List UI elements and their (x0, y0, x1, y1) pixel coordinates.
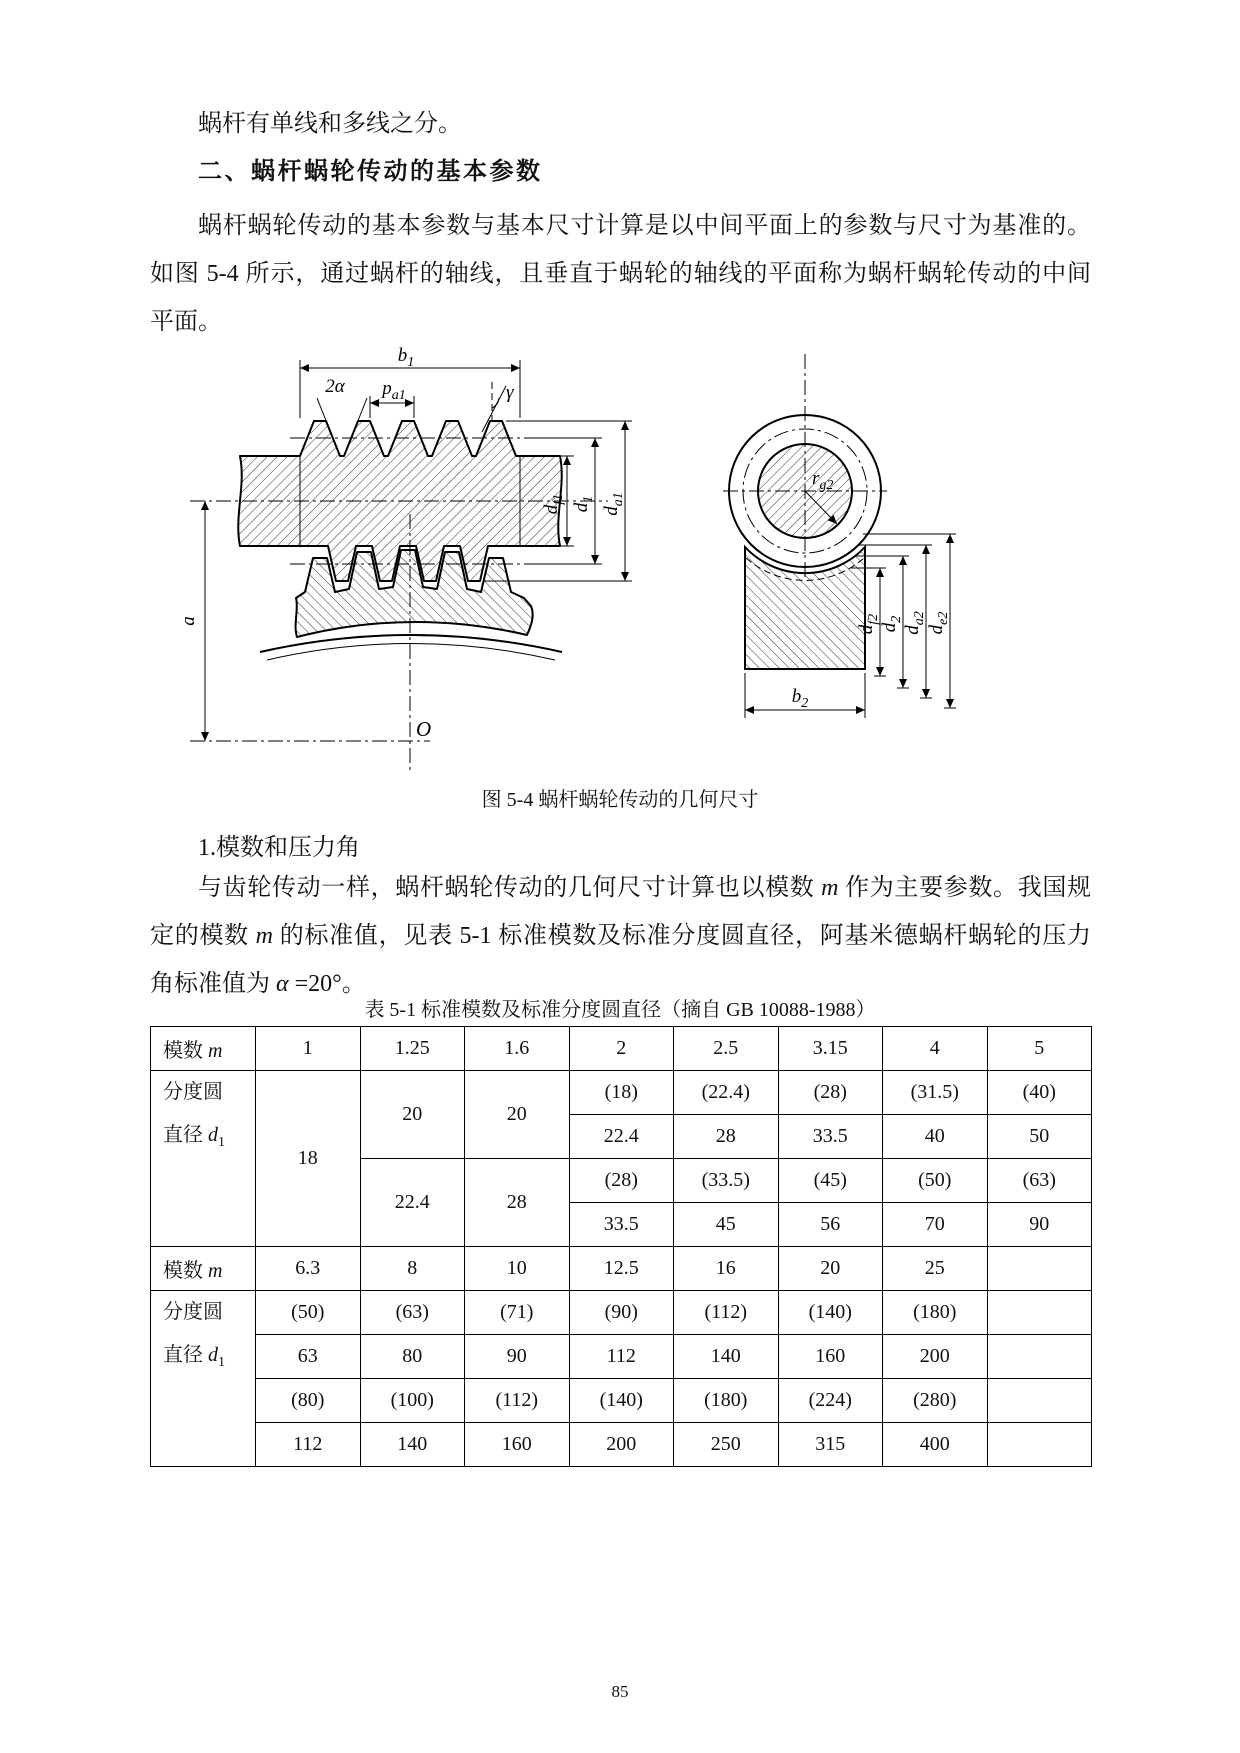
table-cell: (28) (569, 1159, 674, 1203)
table-cell: 70 (883, 1203, 988, 1247)
table-cell: (280) (883, 1379, 988, 1423)
table-cell: (40) (987, 1071, 1092, 1115)
row-header-pitch-diameter: 分度圆 直径 $d_1$ (151, 1071, 256, 1247)
paragraph-line: 蜗杆蜗轮传动的基本参数与基本尺寸计算是以中间平面上的参数与尺寸为基准的。 (198, 213, 1091, 239)
paragraph-1 (150, 202, 1091, 346)
label-a: a (178, 616, 199, 626)
table-cell: 20 (465, 1071, 570, 1159)
table-cell: 160 (465, 1423, 570, 1467)
table-cell: 200 (569, 1423, 674, 1467)
table-cell: 140 (360, 1423, 465, 1467)
table-cell: 28 (674, 1115, 779, 1159)
worm-wheel-section (260, 550, 562, 660)
section-heading: 二、蜗杆蜗轮传动的基本参数 (198, 159, 543, 185)
label-df1: $d_{f1}$ (541, 493, 566, 515)
label-2alpha: 2α (325, 376, 345, 397)
row-header-module: 模数 m (151, 1247, 256, 1291)
figure-caption: 图 5-4 蜗杆蜗轮传动的几何尺寸 (481, 789, 759, 811)
table-cell: 22.4 (360, 1159, 465, 1247)
table-cell: 315 (778, 1423, 883, 1467)
table-cell: (45) (778, 1159, 883, 1203)
table-cell (987, 1423, 1092, 1467)
label-da1: $d_{a1}$ (601, 492, 626, 516)
table-cell: (112) (674, 1291, 779, 1335)
table-cell: (31.5) (883, 1071, 988, 1115)
table-cell: 18 (256, 1071, 361, 1247)
table-cell: 12.5 (569, 1247, 674, 1291)
figure-5-4-diagram (150, 346, 1091, 778)
table-cell: 1 (256, 1027, 361, 1071)
label-b2: $b_2$ (791, 686, 809, 711)
paragraph-line: 平面。 (150, 309, 222, 335)
table-row (151, 1071, 1092, 1115)
paragraph-line: 与齿轮传动一样，蜗杆蜗轮传动的几何尺寸计算也以模数 m 作为主要参数。我国规 (198, 875, 1092, 901)
table-cell: 80 (360, 1335, 465, 1379)
table-cell: (224) (778, 1379, 883, 1423)
row-header-pitch-diameter: 分度圆 直径 $d_1$ (151, 1291, 256, 1467)
table-cell: 5 (987, 1027, 1092, 1071)
table-cell: (80) (256, 1379, 361, 1423)
table-cell (987, 1291, 1092, 1335)
table-cell: 6.3 (256, 1247, 361, 1291)
table-cell: 16 (674, 1247, 779, 1291)
table-cell: (140) (778, 1291, 883, 1335)
label-b1: $b_1$ (397, 346, 415, 370)
table-cell: 20 (360, 1071, 465, 1159)
paragraph-line: 如图 5-4 所示，通过蜗杆的轴线，且垂直于蜗轮的轴线的平面称为蜗杆蜗轮传动的中间 (150, 261, 1091, 287)
table-cell: (28) (778, 1071, 883, 1115)
table-cell: 90 (987, 1203, 1092, 1247)
label-d2: $d_2$ (879, 615, 904, 633)
page-number: 85 (611, 1682, 629, 1701)
table-cell: (63) (360, 1291, 465, 1335)
label-d1: $d_1$ (571, 495, 596, 513)
table-caption: 表 5-1 标准模数及标准分度圆直径（摘自 GB 10088-1988） (364, 999, 876, 1021)
label-de2: $d_{e2}$ (926, 611, 951, 635)
table-cell: 33.5 (778, 1115, 883, 1159)
table-cell: (63) (987, 1159, 1092, 1203)
label-pa1: $p_{a1}$ (382, 378, 406, 403)
table-cell: 1.25 (360, 1027, 465, 1071)
table-row (151, 1291, 1092, 1335)
table-cell: 28 (465, 1159, 570, 1247)
table-cell (987, 1247, 1092, 1291)
table-cell: 2 (569, 1027, 674, 1071)
table-cell: 4 (883, 1027, 988, 1071)
table-cell: 63 (256, 1335, 361, 1379)
table-cell: 40 (883, 1115, 988, 1159)
paragraph-line: 角标准值为 α =20°。 (150, 971, 366, 997)
table-cell (987, 1379, 1092, 1423)
table-row (151, 1423, 1092, 1467)
table-cell: 33.5 (569, 1203, 674, 1247)
table-cell: 90 (465, 1335, 570, 1379)
table-cell: 22.4 (569, 1115, 674, 1159)
label-gamma: γ (506, 382, 514, 403)
paragraph-2 (150, 864, 1091, 1008)
label-da2: $d_{a2}$ (902, 611, 927, 635)
table-cell: (90) (569, 1291, 674, 1335)
table-cell: (33.5) (674, 1159, 779, 1203)
table-cell: 140 (674, 1335, 779, 1379)
table-cell: (140) (569, 1379, 674, 1423)
label-df2: $d_{f2}$ (856, 613, 881, 635)
table-cell: (22.4) (674, 1071, 779, 1115)
table-cell (987, 1335, 1092, 1379)
table-cell: (180) (674, 1379, 779, 1423)
table-cell: 112 (256, 1423, 361, 1467)
intro-text: 蜗杆有单线和多线之分。 (198, 111, 462, 137)
table-cell: (50) (883, 1159, 988, 1203)
table-cell: 400 (883, 1423, 988, 1467)
table-row (151, 1247, 1092, 1291)
paragraph-line: 定的模数 m 的标准值，见表 5-1 标准模数及标准分度圆直径，阿基米德蜗杆蜗轮的压力 (150, 923, 1091, 949)
table-cell: 50 (987, 1115, 1092, 1159)
table-cell: 112 (569, 1335, 674, 1379)
standard-module-table (150, 1026, 1092, 1467)
table-row (151, 1027, 1092, 1071)
table-cell: 45 (674, 1203, 779, 1247)
table-cell: 10 (465, 1247, 570, 1291)
table-cell: 2.5 (674, 1027, 779, 1071)
table-row (151, 1335, 1092, 1379)
table-cell: 8 (360, 1247, 465, 1291)
table-cell: 56 (778, 1203, 883, 1247)
table-cell: (18) (569, 1071, 674, 1115)
table-row (151, 1379, 1092, 1423)
table-cell: 20 (778, 1247, 883, 1291)
row-header-module: 模数 m (151, 1027, 256, 1071)
table-cell: (50) (256, 1291, 361, 1335)
table-cell: 1.6 (465, 1027, 570, 1071)
label-O: O (416, 717, 432, 741)
table-cell: 250 (674, 1423, 779, 1467)
table-cell: 200 (883, 1335, 988, 1379)
table-cell: 25 (883, 1247, 988, 1291)
table-cell: (112) (465, 1379, 570, 1423)
table-cell: 160 (778, 1335, 883, 1379)
subsection-heading: 1.模数和压力角 (198, 835, 360, 861)
table-cell: (100) (360, 1379, 465, 1423)
table-cell: (71) (465, 1291, 570, 1335)
table-cell: (180) (883, 1291, 988, 1335)
table-cell: 3.15 (778, 1027, 883, 1071)
label-rg2: $r_{g2}$ (812, 468, 834, 493)
